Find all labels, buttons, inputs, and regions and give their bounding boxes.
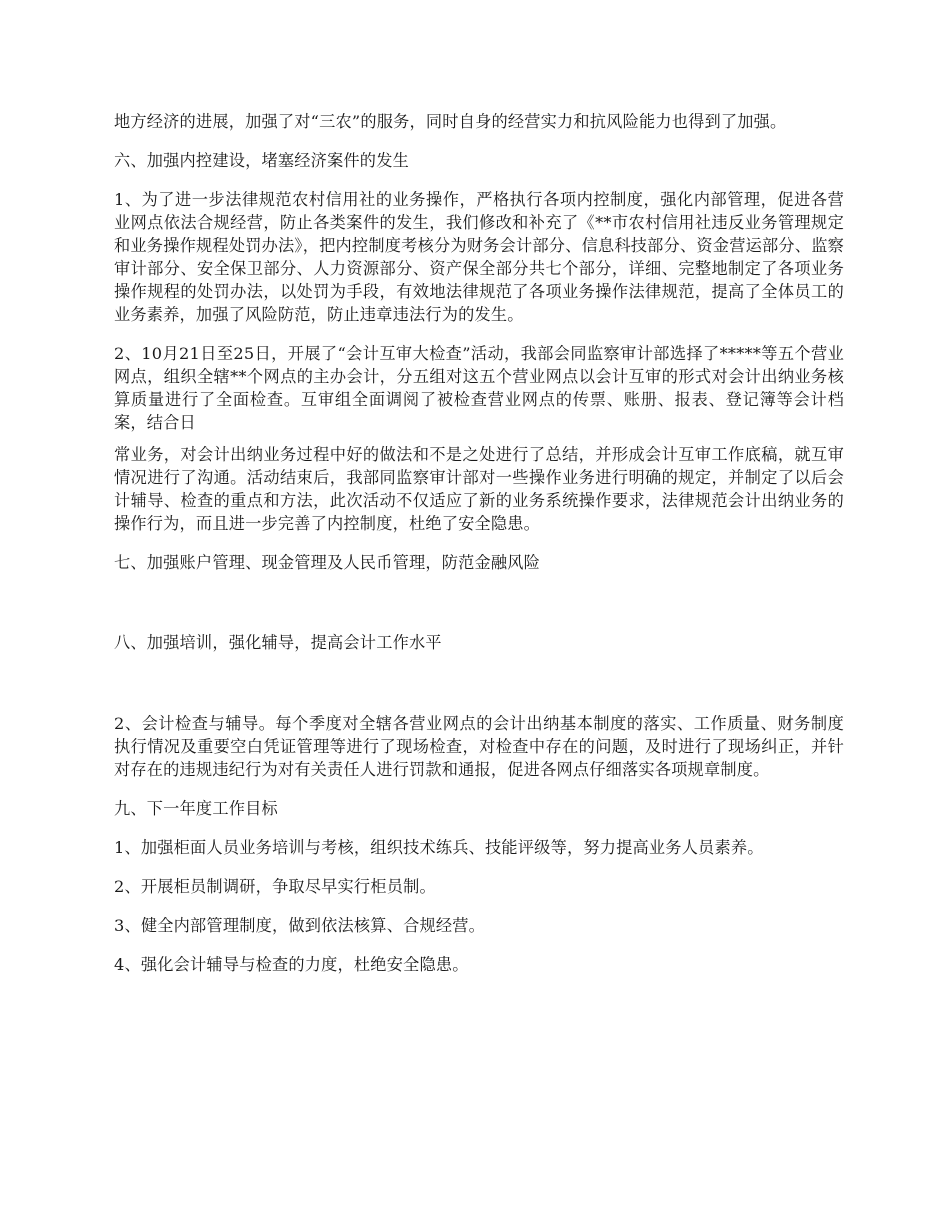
document-body: [114, 110, 844, 992]
paragraph-8-2: 2、会计检查与辅导。每个季度对全辖各营业网点的会计出纳基本制度的落实、工作质量、财务制度执行情况及重要空白凭证管理等进行了现场检查，对检查中存在的问题，及时进行了现场纠正，并针对存在的违规违纪行为对有关责任人进行罚款和通报，促进各网点仔细落实各项规章制度。: [114, 714, 844, 779]
paragraph-6-1: 1、为了进一步法律规范农村信用社的业务操作，严格执行各项内控制度，强化内部管理，促进各营业网点依法合规经营，防止各类案件的发生，我们修改和补充了《**市农村信用社违反业务管理规定和业务操作规程处罚办法》，把内控制度考核分为财务会计部分、信息科技部分、资金营运部分、监察审计部分、安全保卫部分、人力资源部分、资产保全部分共七个部分，详细、完整地制定了各项业务操作规程的处罚办法，以处罚为手段，有效地法律规范了各项业务操作法律规范，提高了全体员工的业务素养，加强了风险防范，防止违章违法行为的发生。: [114, 190, 844, 324]
paragraph-9-2: 2、开展柜员制调研，争取尽早实行柜员制。: [114, 877, 436, 896]
paragraph-6-2-continued: 常业务，对会计出纳业务过程中好的做法和不是之处进行了总结，并形成会计互审工作底稿，就互审情况进行了沟通。活动结束后，我部同监察审计部对一些操作业务进行明确的规定，并制定了以后会计辅导、检查的重点和方法，此次活动不仅适应了新的业务系统操作要求，法律规范会计出纳业务的操作行为，而且进一步完善了内控制度，杜绝了安全隐患。: [114, 445, 844, 533]
heading-section-9: 九、下一年度工作目标: [114, 799, 278, 818]
paragraph-9-4: 4、强化会计辅导与检查的力度，杜绝安全隐患。: [114, 955, 469, 974]
heading-section-7: 七、加强账户管理、现金管理及人民币管理，防范金融风险: [114, 553, 541, 572]
paragraph-9-1: 1、加强柜面人员业务培训与考核，组织技术练兵、技能评级等，努力提高业务人员素养。: [114, 838, 764, 857]
heading-section-8: 八、加强培训，强化辅导，提高会计工作水平: [114, 633, 442, 652]
paragraph-intro: 地方经济的进展，加强了对“三农”的服务，同时自身的经营实力和抗风险能力也得到了加强。: [114, 112, 787, 131]
paragraph-9-3: 3、健全内部管理制度，做到依法核算、合规经营。: [114, 916, 486, 935]
heading-section-6: 六、加强内控建设，堵塞经济案件的发生: [114, 151, 409, 170]
paragraph-6-2: 2、10月21日至25日，开展了“会计互审大检查”活动，我部会同监察审计部选择了*****等五个营业网点，组织全辖**个网点的主办会计，分五组对这五个营业网点以会计互审的形式对会计出纳业务核算质量进行了全面检查。互审组全面调阅了被检查营业网点的传票、账册、报表、登记簿等会计档案，结合日: [114, 344, 844, 432]
